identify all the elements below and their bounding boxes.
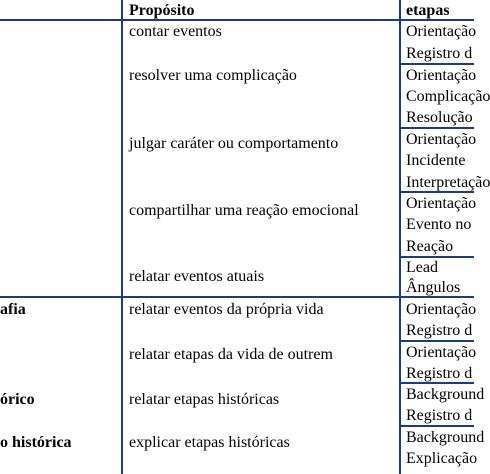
stage-cell: Registro d — [406, 45, 473, 62]
purpose-cell: relatar etapas históricas — [129, 391, 280, 408]
stage-rule — [400, 340, 474, 342]
stage-rule — [400, 425, 474, 427]
header-purpose: Propósito — [129, 2, 195, 19]
stage-cell: Explicação — [406, 450, 478, 467]
stage-cell: Ângulos — [406, 279, 461, 296]
purpose-cell: relatar eventos atuais — [129, 268, 265, 285]
stage-cell: Incidente — [406, 152, 466, 169]
stage-cell: Registro d — [406, 407, 473, 424]
stage-cell: Interpretação — [406, 174, 490, 191]
purpose-cell: relatar etapas da vida de outrem — [129, 346, 333, 363]
purpose-cell: explicar etapas históricas — [129, 434, 290, 451]
stage-rule — [400, 63, 474, 65]
header-rule — [0, 19, 474, 21]
stage-cell: Evento no — [406, 216, 472, 233]
purpose-cell: julgar caráter ou comportamento — [129, 135, 339, 152]
stage-cell: Orientação — [406, 301, 477, 318]
column-divider-left — [121, 0, 123, 474]
stage-cell: Orientação — [406, 67, 477, 84]
stage-cell: Reação — [406, 238, 454, 255]
header-stages: etapas — [406, 2, 450, 19]
stage-cell: Orientação — [406, 195, 477, 212]
purpose-cell: relatar eventos da própria vida — [129, 301, 324, 318]
genre-cell: afia — [0, 301, 26, 318]
column-divider-right — [399, 0, 401, 474]
purpose-cell: resolver uma complicação — [129, 67, 297, 84]
section-rule — [0, 296, 474, 298]
stage-cell: Lead — [406, 259, 438, 276]
stage-cell: Registro d — [406, 322, 473, 339]
stage-cell: Registro d — [406, 365, 473, 382]
stage-cell: Orientação — [406, 344, 477, 361]
purpose-cell: contar eventos — [129, 23, 222, 40]
stage-cell: Complicação — [406, 88, 490, 105]
genre-cell: órico — [0, 391, 35, 408]
stage-cell: Background — [406, 386, 485, 403]
stage-cell: Orientação — [406, 23, 477, 40]
purpose-cell: compartilhar uma reação emocional — [129, 202, 359, 219]
genre-cell: o histórica — [0, 434, 72, 451]
stage-cell: Orientação — [406, 131, 477, 148]
stage-cell: Background — [406, 429, 485, 446]
stage-cell: Resolução — [406, 109, 473, 126]
stage-rule — [400, 127, 474, 129]
